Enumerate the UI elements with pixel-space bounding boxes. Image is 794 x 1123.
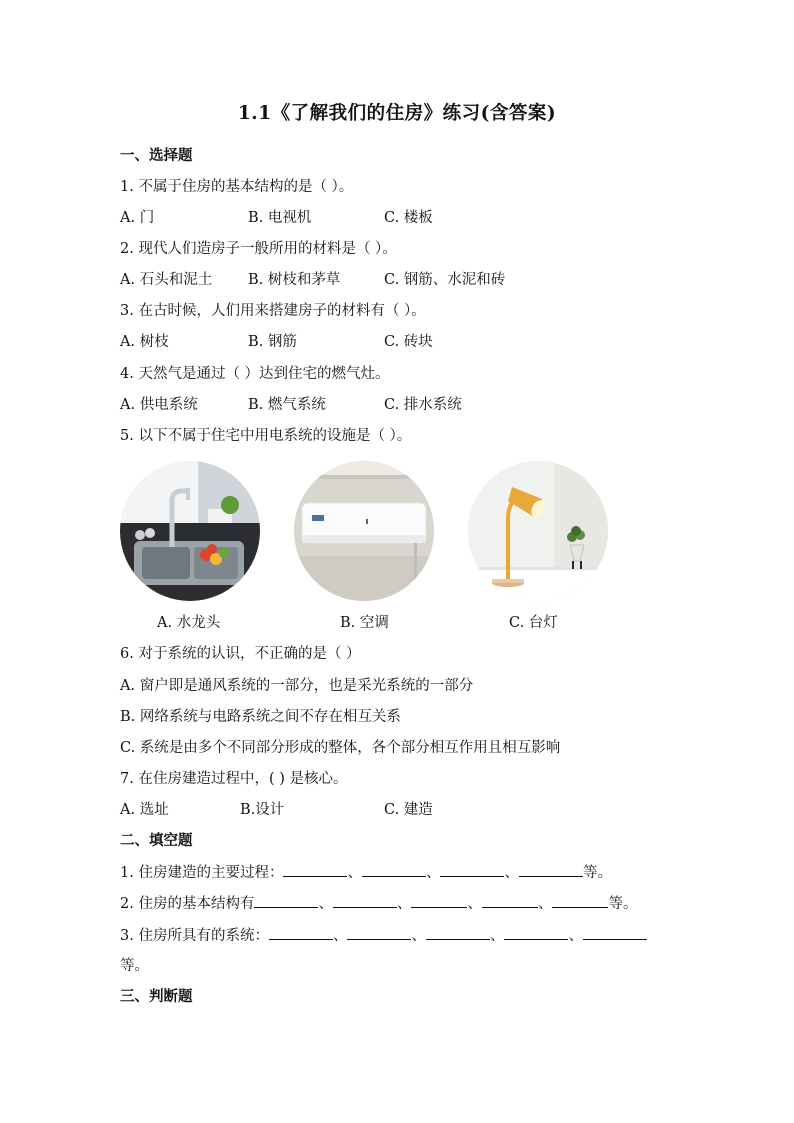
fill-2-prefix: 2. 住房的基本结构有 xyxy=(120,896,255,912)
q7-option-b: B.设计 xyxy=(240,802,285,818)
q5-option-b: B. 空调 xyxy=(340,615,389,631)
separator: 、 xyxy=(318,896,333,912)
fill-question-1 xyxy=(120,862,612,883)
q6-option-a: A. 窗户即是通风系统的一部分，也是采光系统的一部分 xyxy=(120,678,474,694)
fill-2-blank-4[interactable] xyxy=(482,893,538,908)
q4-option-a: A. 供电系统 xyxy=(120,397,198,413)
fill-3-blank-5[interactable] xyxy=(583,925,647,940)
fill-2-blank-1[interactable] xyxy=(254,893,318,908)
fill-1-prefix: 1. 住房建造的主要过程： xyxy=(120,865,284,881)
q1-option-a: A. 门 xyxy=(120,210,155,226)
fill-2-blank-2[interactable] xyxy=(333,893,397,908)
fill-1-blank-1[interactable] xyxy=(283,862,347,877)
q2-option-b: B. 树枝和茅草 xyxy=(248,272,341,288)
page-title: 1.1《了解我们的住房》练习(含答案) xyxy=(237,103,557,124)
question-1: 1. 不属于住房的基本结构的是（ ）。 xyxy=(120,179,354,195)
fill-1-blank-3[interactable] xyxy=(440,862,504,877)
fill-3-prefix: 3. 住房所具有的系统： xyxy=(120,928,269,944)
fill-question-2 xyxy=(120,893,637,914)
question-2: 2. 现代人们造房子一般所用的材料是（ ）。 xyxy=(120,241,397,257)
air-conditioner-photo-icon xyxy=(294,461,434,601)
desk-lamp-photo-icon xyxy=(468,461,608,601)
q4-option-c: C. 排水系统 xyxy=(384,397,462,413)
section-heading-judge: 三、判断题 xyxy=(120,989,193,1005)
separator: 、 xyxy=(489,928,505,944)
fill-3-blank-1[interactable] xyxy=(269,925,333,940)
fill-2-blank-3[interactable] xyxy=(411,893,467,908)
q1-option-c: C. 楼板 xyxy=(384,210,433,226)
fill-1-blank-2[interactable] xyxy=(362,862,426,877)
fill-3-suffix: 等。 xyxy=(120,958,149,974)
q1-option-b: B. 电视机 xyxy=(248,210,312,226)
separator: 、 xyxy=(425,865,441,881)
q3-option-b: B. 钢筋 xyxy=(248,334,297,350)
q3-option-a: A. 树枝 xyxy=(120,334,169,350)
faucet-sink-photo-icon xyxy=(120,461,260,601)
fill-3-blank-4[interactable] xyxy=(504,925,568,940)
question-5: 5. 以下不属于住宅中用电系统的设施是（ ）。 xyxy=(120,428,412,444)
separator: 、 xyxy=(347,865,362,881)
fill-2-blank-5[interactable] xyxy=(552,893,608,908)
separator: 、 xyxy=(568,928,583,944)
separator: 、 xyxy=(411,928,426,944)
q2-option-a: A. 石头和泥土 xyxy=(120,272,213,288)
q3-option-c: C. 砖块 xyxy=(384,334,433,350)
fill-3-blank-3[interactable] xyxy=(426,925,490,940)
section-heading-fill: 二、填空题 xyxy=(120,833,193,849)
q7-option-c: C. 建造 xyxy=(384,802,433,818)
separator: 、 xyxy=(537,896,553,912)
q6-option-b: B. 网络系统与电路系统之间不存在相互关系 xyxy=(120,709,401,725)
separator: 、 xyxy=(396,896,412,912)
separator: 、 xyxy=(332,928,348,944)
fill-1-suffix: 等。 xyxy=(582,865,612,881)
fill-1-blank-4[interactable] xyxy=(519,862,583,877)
q4-option-b: B. 燃气系统 xyxy=(248,397,326,413)
section-heading-choice: 一、选择题 xyxy=(120,148,193,164)
question-7: 7. 在住房建造过程中，( ) 是核心。 xyxy=(120,771,348,787)
question-4: 4. 天然气是通过（ ）达到住宅的燃气灶。 xyxy=(120,366,390,382)
q5-option-a: A. 水龙头 xyxy=(157,615,221,631)
q6-option-c: C. 系统是由多个不同部分形成的整体，各个部分相互作用且相互影响 xyxy=(120,740,561,756)
fill-question-3 xyxy=(120,925,647,946)
q7-option-a: A. 选址 xyxy=(120,802,169,818)
separator: 、 xyxy=(467,896,482,912)
fill-2-suffix: 等。 xyxy=(608,896,638,912)
question-3: 3. 在古时候，人们用来搭建房子的材料有（ ）。 xyxy=(120,303,426,319)
q5-option-c: C. 台灯 xyxy=(509,615,558,631)
q2-option-c: C. 钢筋、水泥和砖 xyxy=(384,272,506,288)
question-6: 6. 对于系统的认识，不正确的是（ ） xyxy=(120,646,361,662)
fill-3-blank-2[interactable] xyxy=(347,925,411,940)
separator: 、 xyxy=(504,865,519,881)
